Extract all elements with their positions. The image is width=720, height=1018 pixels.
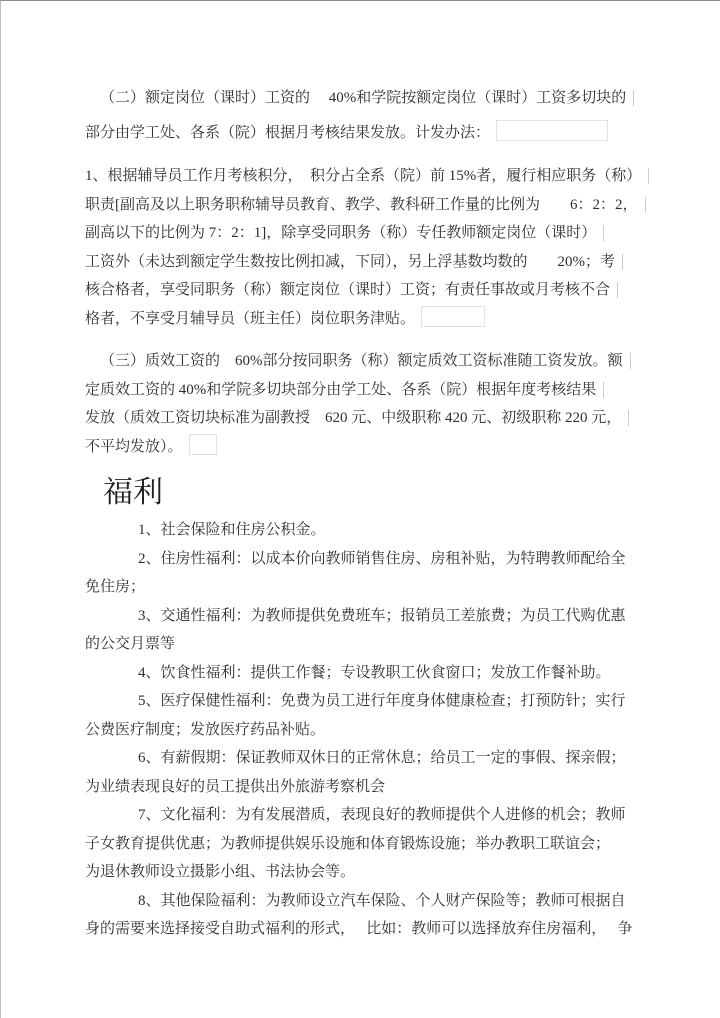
text-line [85, 219, 702, 248]
text-run: 不平均发放）。 [85, 438, 183, 455]
text-line [85, 887, 702, 916]
text-line [85, 347, 702, 376]
text-block [85, 516, 702, 944]
text-line [85, 404, 702, 433]
selection-box [189, 434, 217, 455]
text-run: 核合格者，享受同职务（称）额定岗位（课时）工资；有责任事故或月考核不合 [85, 282, 618, 298]
text-run: 为退休教师设立摄影小组、书法协会等。 [85, 864, 356, 880]
text-line [85, 915, 702, 944]
text-line [85, 305, 702, 334]
text-line [85, 248, 702, 277]
text-run: 子女教育提供优惠；为教师提供娱乐设施和体育锻炼设施；举办教职工联谊会； [85, 835, 611, 852]
text-line [85, 162, 702, 191]
text-run: 职责[副高及以上职务职称辅导员教育、教学、教科研工作量的比例为 6：2：2， [85, 197, 646, 213]
text-block [85, 81, 702, 151]
text-line [85, 630, 702, 659]
document-page [1, 1, 720, 944]
text-line [85, 773, 702, 802]
text-run: 工资外（未达到额定学生数按比例扣减，下同），另上浮基数均数的 20%；考 [85, 254, 623, 270]
text-line [85, 116, 702, 151]
text-line [85, 801, 702, 830]
text-run: 6、有薪假期：保证教师双休日的正常休息；给员工一定的事假、探亲假； [138, 750, 626, 766]
text-run: 4、饮食性福利：提供工作餐；专设教职工伙食窗口；发放工作餐补助。 [138, 664, 611, 681]
text-line [85, 716, 702, 745]
text-line [85, 545, 702, 574]
text-line [85, 659, 702, 688]
text-line [85, 858, 702, 887]
text-line [85, 433, 702, 462]
text-block [85, 162, 702, 333]
text-run: 发放（质效工资切块标准为副教授 620 元、中级职称 420 元、初级职称 220 元， [85, 410, 629, 426]
text-run: 3、交通性福利：为教师提供免费班车；报销员工差旅费；为员工代购优惠 [138, 607, 626, 624]
text-run: 免住房； [85, 579, 146, 595]
text-run: 副高以下的比例为 7：2：1]，除享受同职务（称）专任教师额定岗位（课时） [85, 225, 604, 241]
text-line [85, 573, 702, 602]
text-run: 定质效工资的 40%和学院多切块部分由学工处、各系（院）根据年度考核结果 [85, 382, 604, 398]
selection-box [421, 306, 485, 327]
text-block [85, 347, 702, 461]
text-run: 部分由学工处、各系（院）根据月考核结果发放。计发办法： [85, 125, 491, 141]
text-run: 2、住房性福利：以成本价向教师销售住房、房租补贴，为特聘教师配给全 [138, 550, 626, 567]
text-run: （三）质效工资的 60%部分按同职务（称）额定质效工资标准随工资发放。额 [100, 353, 631, 369]
text-run: 为业绩表现良好的员工提供出外旅游考察机会 [85, 778, 386, 795]
text-run: （二）额定岗位（课时）工资的 40%和学院按额定岗位（课时）工资多切块的 [100, 90, 634, 106]
text-line [85, 602, 702, 631]
text-line [85, 516, 702, 545]
text-line [85, 687, 702, 716]
text-line [85, 830, 702, 859]
text-run: 公费医疗制度；发放医疗药品补贴。 [85, 721, 326, 738]
text-run: 8、其他保险福利：为教师设立汽车保险、个人财产保险等；教师可根据自 [138, 892, 626, 909]
text-run: 7、文化福利：为有发展潜质，表现良好的教师提供个人进修的机会；教师 [138, 807, 626, 823]
section-heading: 福利 [103, 476, 163, 509]
text-line [85, 81, 702, 116]
selection-box [496, 120, 608, 141]
text-line [85, 744, 702, 773]
text-line [85, 376, 702, 405]
text-line [85, 276, 702, 305]
text-run: 身的需要来选择接受自助式福利的形式， 比如：教师可以选择放弃住房福利， 争 [85, 921, 633, 937]
text-run: 的公交月票等 [85, 636, 176, 652]
text-run: 5、医疗保健性福利：免费为员工进行年度身体健康检查；打预防针；实行 [138, 693, 626, 709]
text-line [85, 191, 702, 220]
text-run: 1、根据辅导员工作月考核积分， 积分占全系（院）前 15%者，履行相应职务（称） [85, 168, 649, 184]
text-run: 1、社会保险和住房公积金。 [138, 522, 326, 538]
text-run: 格者，不享受月辅导员（班主任）岗位职务津贴。 [85, 310, 416, 327]
